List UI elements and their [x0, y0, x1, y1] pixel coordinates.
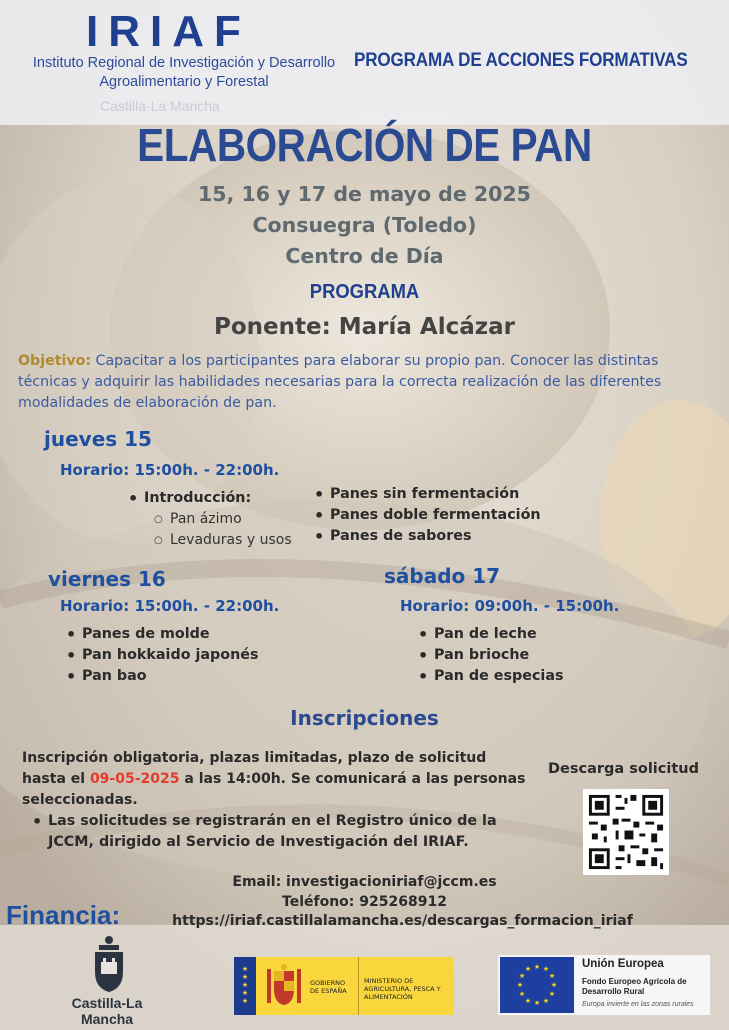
ue-motto: Europa invierte en las zonas rurales [582, 1001, 694, 1008]
svg-text:★: ★ [524, 965, 532, 973]
clm-label: Castilla-La Mancha [71, 995, 143, 1027]
inscripciones-text: Inscripción obligatoria, plazas limitadas, plazo de solicitud hasta el 09-05-2025 a las 14:00h. Se comunicará a las personas seleccionadas. • Las solicitudes se registrarán en el Registro único de la JCCM, dirigido al Servicio de Investigación del IRIAF. [22, 748, 532, 853]
svg-text:★: ★ [516, 981, 524, 989]
svg-text:★: ★ [542, 965, 550, 973]
viernes-list [66, 624, 306, 687]
institute-line-2: Agroalimentario y Forestal [99, 74, 269, 90]
financia-label: Financia: [6, 900, 121, 930]
ponente: Ponente: María Alcázar [213, 314, 516, 340]
intro-item: • Introducción: [128, 488, 308, 509]
contact-url[interactable]: https://iriaf.castillalamancha.es/descargas_formacion_iriaf [172, 913, 633, 929]
ministerio-text: MINISTERIO DE AGRICULTURA, PESCA Y ALIMENTACIÓN [364, 977, 441, 1001]
objetivo-label: Objetivo: [18, 353, 92, 369]
event-location: Consuegra (Toledo) [252, 213, 477, 237]
svg-text:★: ★ [524, 997, 532, 1005]
event-venue: Centro de Día [285, 244, 444, 268]
sabado-list [418, 624, 658, 687]
spain-shield-icon [264, 963, 304, 1009]
day-viernes: viernes 16 [48, 567, 166, 591]
descarga-solicitud-label: Descarga solicitud [548, 761, 699, 777]
day-jueves: jueves 15 [44, 427, 152, 451]
intro-sub-item: ○ Pan ázimo [154, 509, 308, 530]
contact-phone: Teléfono: 925268912 [282, 894, 447, 910]
inscripciones-heading: Inscripciones [290, 706, 439, 730]
jueves-intro-list [128, 488, 308, 551]
list-item: • Pan de especias [418, 666, 658, 687]
qr-code[interactable] [583, 789, 669, 875]
event-dates: 15, 16 y 17 de mayo de 2025 [198, 182, 531, 206]
jueves-list [314, 484, 574, 547]
programa-label: PROGRAMA [309, 281, 420, 303]
svg-text:★: ★ [533, 999, 541, 1007]
deadline-date: 09-05-2025 [89, 771, 180, 787]
svg-text:★: ★ [550, 981, 558, 989]
list-item: • Panes sin fermentación [314, 484, 574, 505]
svg-text:★: ★ [518, 990, 526, 998]
inscripciones-bullet: • Las solicitudes se registrarán en el Registro único de la JCCM, dirigido al Servicio de Investigación del IRIAF. [32, 811, 532, 853]
event-title: ELABORACIÓN DE PAN [137, 119, 592, 171]
list-item: • Panes de molde [66, 624, 306, 645]
horario-viernes: Horario: 15:00h. - 22:00h. [60, 597, 280, 615]
ue-fund: Fondo Europeo Agrícola de Desarrollo Rural [582, 977, 687, 996]
list-item: • Panes doble fermentación [314, 505, 574, 526]
gobierno-espana-logo: ★ ★ ★ ★ ★ GOBIERNO DE ESPAÑA MINISTERIO DE AGRICULTURA, PESCA Y ALIMENTACIÓN [234, 957, 454, 1015]
eu-flag-icon [500, 957, 574, 1013]
list-item: • Pan brioche [418, 645, 658, 666]
institute-region: Castilla-La Mancha [100, 98, 220, 114]
horario-jueves: Horario: 15:00h. - 22:00h. [60, 461, 280, 479]
list-item: • Panes de sabores [314, 526, 574, 547]
objetivo-paragraph [18, 351, 718, 414]
svg-text:★: ★ [518, 972, 526, 980]
iriaf-logo: IRIAF [86, 7, 251, 56]
gobierno-text: GOBIERNO DE ESPAÑA [310, 979, 347, 995]
programa-acciones-heading: PROGRAMA DE ACCIONES FORMATIVAS [354, 50, 688, 71]
institute-line-1: Instituto Regional de Investigación y Desarrollo [32, 55, 336, 71]
union-europea-logo [498, 955, 710, 1015]
objetivo-text: Capacitar a los participantes para elaborar su propio pan. Conocer las distintas técnicas y adquirir las habilidades necesarias para la correcta realización de las diferentes modalidades de elaboración de pan. [18, 353, 662, 411]
intro-sub-item: ○ Levaduras y usos [154, 530, 308, 551]
svg-text:★: ★ [548, 990, 556, 998]
svg-text:★: ★ [533, 963, 541, 971]
list-item: • Pan de leche [418, 624, 658, 645]
qr-code-icon [583, 789, 669, 875]
list-item: • Pan hokkaido japonés [66, 645, 306, 666]
svg-text:★: ★ [548, 972, 556, 980]
list-item: • Pan bao [66, 666, 306, 687]
day-sabado: sábado 17 [384, 564, 501, 588]
clm-coat-of-arms [90, 934, 128, 998]
castle-icon [90, 934, 128, 994]
svg-text:★: ★ [542, 997, 550, 1005]
horario-sabado: Horario: 09:00h. - 15:00h. [400, 597, 620, 615]
institute-name [24, 54, 344, 92]
contact-email[interactable]: Email: investigacioniriaf@jccm.es [232, 874, 497, 890]
ue-title: Unión Europea [582, 958, 664, 970]
